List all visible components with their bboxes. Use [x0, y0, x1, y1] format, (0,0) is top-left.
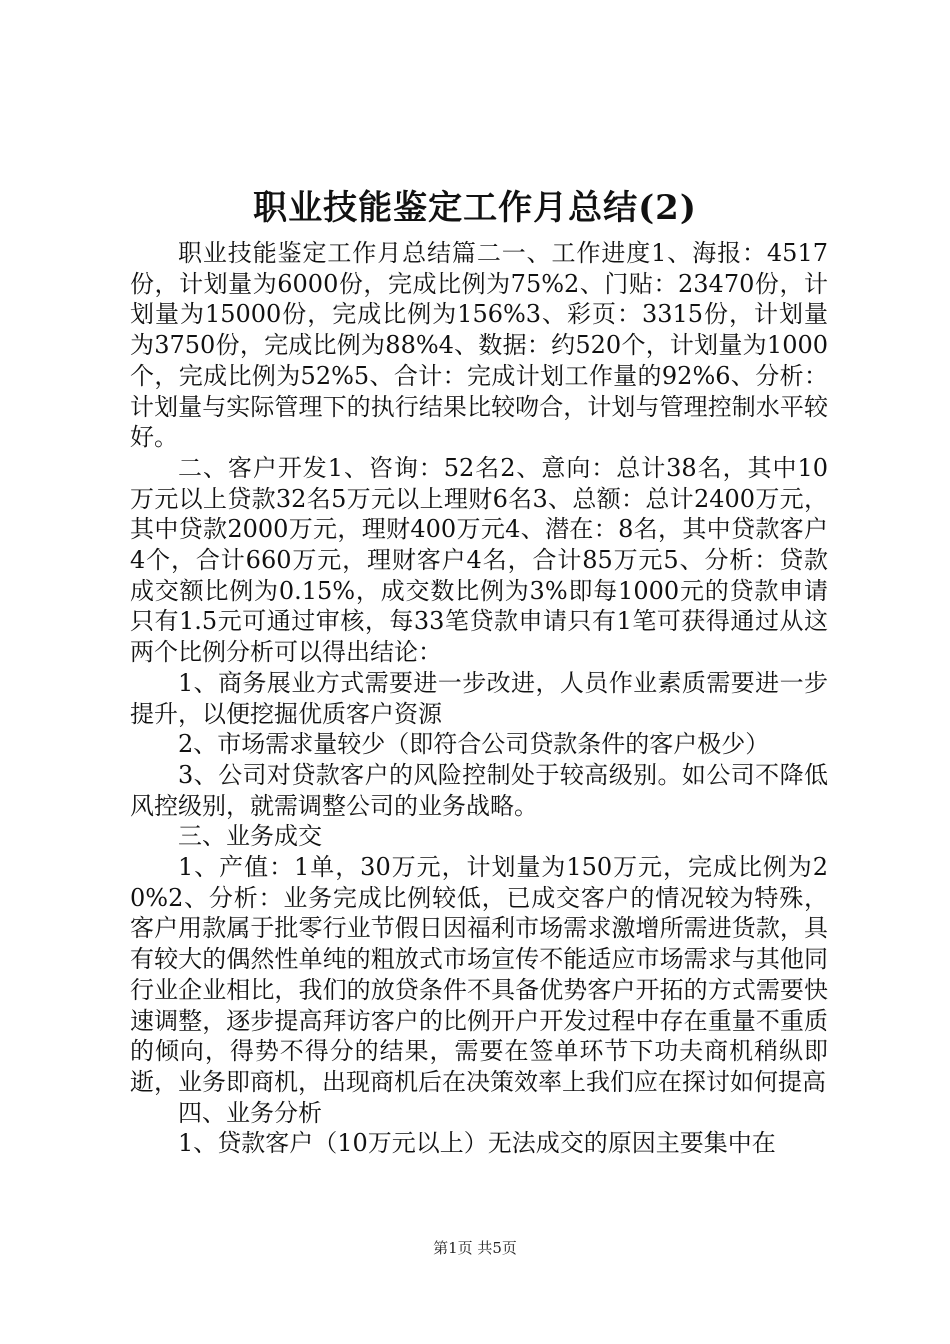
page-number-footer: 第1页 共5页 — [433, 1239, 517, 1257]
paragraph-business-analysis: 1、贷款客户（10万元以上）无法成交的原因主要集中在 — [178, 1129, 776, 1158]
document-title: 职业技能鉴定工作月总结(2) — [253, 188, 697, 228]
paragraph-conclusion-3: 3、公司对贷款客户的风险控制处于较高级别。如公司不降低风控级别，就需调整公司的业务战略。 — [130, 760, 828, 820]
paragraph-work-progress: 职业技能鉴定工作月总结篇二一、工作进度1、海报：4517份，计划量为6000份，完成比例为75%2、门贴：23470份，计划量为15000份，完成比例为156%3、彩页：3315份，计划量为3750份，完成比例为88%4、数据：约520个，计划量为1000个，完成比例为52%5、合计：完成计划工作量的92%6、分析：计划量与实际管理下的执行结果比较吻合，计划与管理控制水平较好。 — [130, 239, 828, 452]
document-body — [130, 238, 828, 1159]
paragraph-conclusion-1: 1、商务展业方式需要进一步改进，人员作业素质需要进一步提升，以便挖掘优质客户资源 — [130, 668, 828, 728]
paragraph-conclusion-2: 2、市场需求量较少（即符合公司贷款条件的客户极少） — [178, 730, 770, 759]
section-heading-business-deals: 三、业务成交 — [178, 822, 322, 851]
paragraph-business-deals: 1、产值：1单，30万元，计划量为150万元，完成比例为20%2、分析：业务完成比例较低，已成交客户的情况较为特殊，客户用款属于批零行业节假日因福利市场需求激增所需进货款，具有较大的偶然性单纯的粗放式市场宣传不能适应市场需求与其他同行业企业相比，我们的放贷条件不具备优势客户开拓的方式需要快速调整，逐步提高拜访客户的比例开户开发过程中存在重量不重质的倾向，得势不得分的结果，需要在签单环节下功夫商机稍纵即逝，业务即商机，出现商机后在决策效率上我们应在探讨如何提高 — [130, 853, 828, 1096]
paragraph-customer-development: 二、客户开发1、咨询：52名2、意向：总计38名，其中10万元以上贷款32名5万元以上理财6名3、总额：总计2400万元，其中贷款2000万元，理财400万元4、潜在：8名，其中贷款客户4个，合计660万元，理财客户4名，合计85万元5、分析：贷款成交额比例为0.15%，成交数比例为3%即每1000元的贷款申请只有1.5元可通过审核，每33笔贷款申请只有1笔可获得通过从这两个比例分析可以得出结论： — [130, 453, 828, 667]
section-heading-business-analysis: 四、业务分析 — [178, 1098, 322, 1127]
